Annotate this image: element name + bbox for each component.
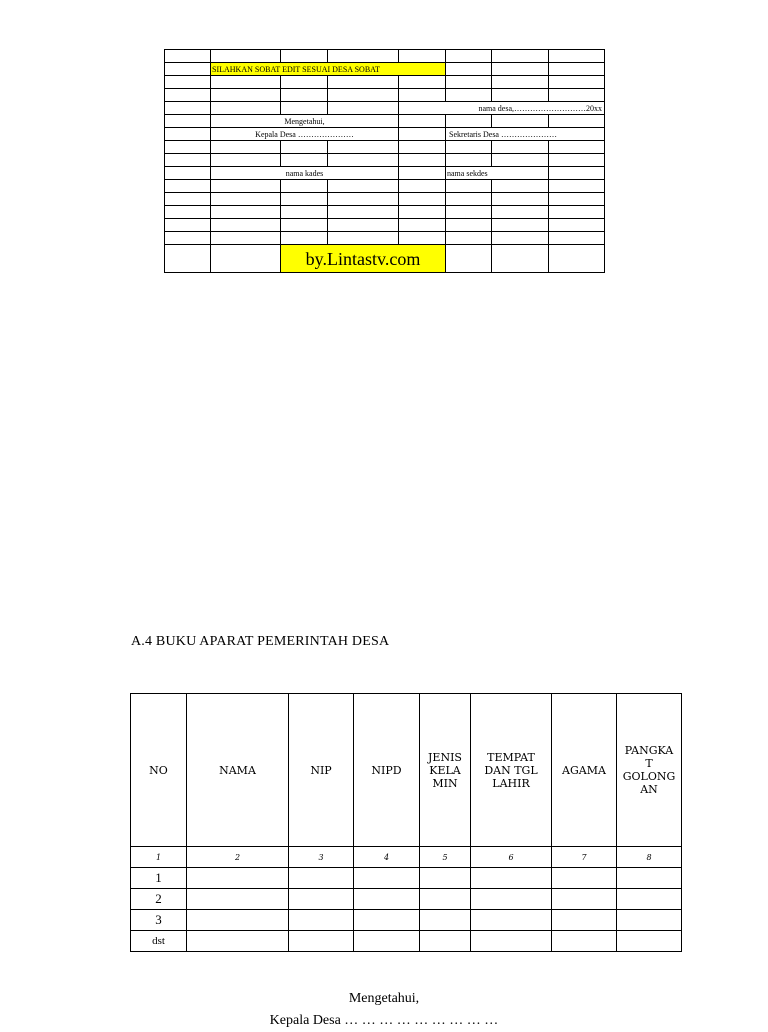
head-title-cell[interactable]: Kepala Desa ………………… [211, 128, 399, 141]
table-cell[interactable] [289, 889, 354, 910]
header-jenis-kelamin: JENIS KELA MIN [420, 694, 471, 847]
table-cell[interactable] [552, 931, 617, 952]
header-agama: AGAMA [552, 694, 617, 847]
table-row [131, 931, 682, 952]
grid-row [165, 63, 605, 76]
column-number: 1 [131, 847, 187, 868]
table-cell[interactable] [552, 910, 617, 931]
row-number[interactable]: dst [131, 931, 187, 952]
header-nipd: NIPD [354, 694, 420, 847]
place-date-cell[interactable]: nama desa,………………………20xx [399, 102, 605, 115]
acknowledged-label: Mengetahui, [348, 991, 420, 1006]
head-title-label: Kepala Desa … … … … … … … … … [269, 1013, 499, 1028]
credit-cell[interactable]: by.Lintastv.com [281, 245, 446, 273]
table-cell[interactable] [289, 910, 354, 931]
grid-row [165, 219, 605, 232]
grid-row [165, 167, 605, 180]
table-cell[interactable] [471, 868, 552, 889]
grid-row [165, 102, 605, 115]
header-nip: NIP [289, 694, 354, 847]
table-cell[interactable] [354, 931, 420, 952]
table-cell[interactable] [187, 889, 289, 910]
header-no: NO [131, 694, 187, 847]
grid-row [165, 50, 605, 63]
section-title: A.4 BUKU APARAT PEMERINTAH DESA [131, 634, 390, 649]
table-cell[interactable] [420, 889, 471, 910]
signature-block [0, 988, 768, 1032]
instruction-cell[interactable]: SILAHKAN SOBAT EDIT SESUAI DESA SOBAT [211, 63, 446, 76]
table-cell[interactable] [617, 868, 682, 889]
row-number[interactable]: 2 [131, 889, 187, 910]
column-number: 4 [354, 847, 420, 868]
column-number: 5 [420, 847, 471, 868]
grid-row [165, 128, 605, 141]
grid-row [165, 245, 605, 273]
table-cell[interactable] [187, 868, 289, 889]
table-cell[interactable] [354, 889, 420, 910]
table-cell[interactable] [471, 910, 552, 931]
table-row [131, 868, 682, 889]
table-cell[interactable] [617, 931, 682, 952]
column-number: 7 [552, 847, 617, 868]
row-number[interactable]: 3 [131, 910, 187, 931]
officials-table [130, 693, 682, 952]
grid-row [165, 89, 605, 102]
grid-row [165, 206, 605, 219]
table-cell[interactable] [187, 910, 289, 931]
column-number: 3 [289, 847, 354, 868]
table-row [131, 889, 682, 910]
table-cell[interactable] [354, 910, 420, 931]
top-grid-table [164, 49, 605, 273]
header-tempat-tgl-lahir: TEMPAT DAN TGL LAHIR [471, 694, 552, 847]
header-nama: NAMA [187, 694, 289, 847]
secretary-name-cell[interactable]: nama sekdes [446, 167, 549, 180]
table-cell[interactable] [354, 868, 420, 889]
column-number-row [131, 847, 682, 868]
header-row [131, 694, 682, 847]
table-cell[interactable] [289, 931, 354, 952]
table-cell[interactable] [617, 889, 682, 910]
grid-row [165, 193, 605, 206]
table-cell[interactable] [617, 910, 682, 931]
table-cell[interactable] [420, 931, 471, 952]
table-row [131, 910, 682, 931]
header-pangkat-golongan: PANGKA T GOLONG AN [617, 694, 682, 847]
grid-row [165, 232, 605, 245]
grid-row [165, 76, 605, 89]
secretary-title-cell[interactable]: Sekretaris Desa ………………… [446, 128, 605, 141]
top-spreadsheet [164, 49, 605, 273]
table-cell[interactable] [420, 868, 471, 889]
head-name-cell[interactable]: nama kades [211, 167, 399, 180]
grid-row [165, 180, 605, 193]
grid-row [165, 154, 605, 167]
column-number: 6 [471, 847, 552, 868]
column-number: 8 [617, 847, 682, 868]
table-cell[interactable] [471, 889, 552, 910]
grid-row [165, 115, 605, 128]
table-cell[interactable] [289, 868, 354, 889]
table-cell[interactable] [187, 931, 289, 952]
table-cell[interactable] [471, 931, 552, 952]
column-number: 2 [187, 847, 289, 868]
table-cell[interactable] [552, 868, 617, 889]
table-cell[interactable] [420, 910, 471, 931]
acknowledged-cell[interactable]: Mengetahui, [211, 115, 399, 128]
row-number[interactable]: 1 [131, 868, 187, 889]
table-cell[interactable] [552, 889, 617, 910]
grid-row [165, 141, 605, 154]
